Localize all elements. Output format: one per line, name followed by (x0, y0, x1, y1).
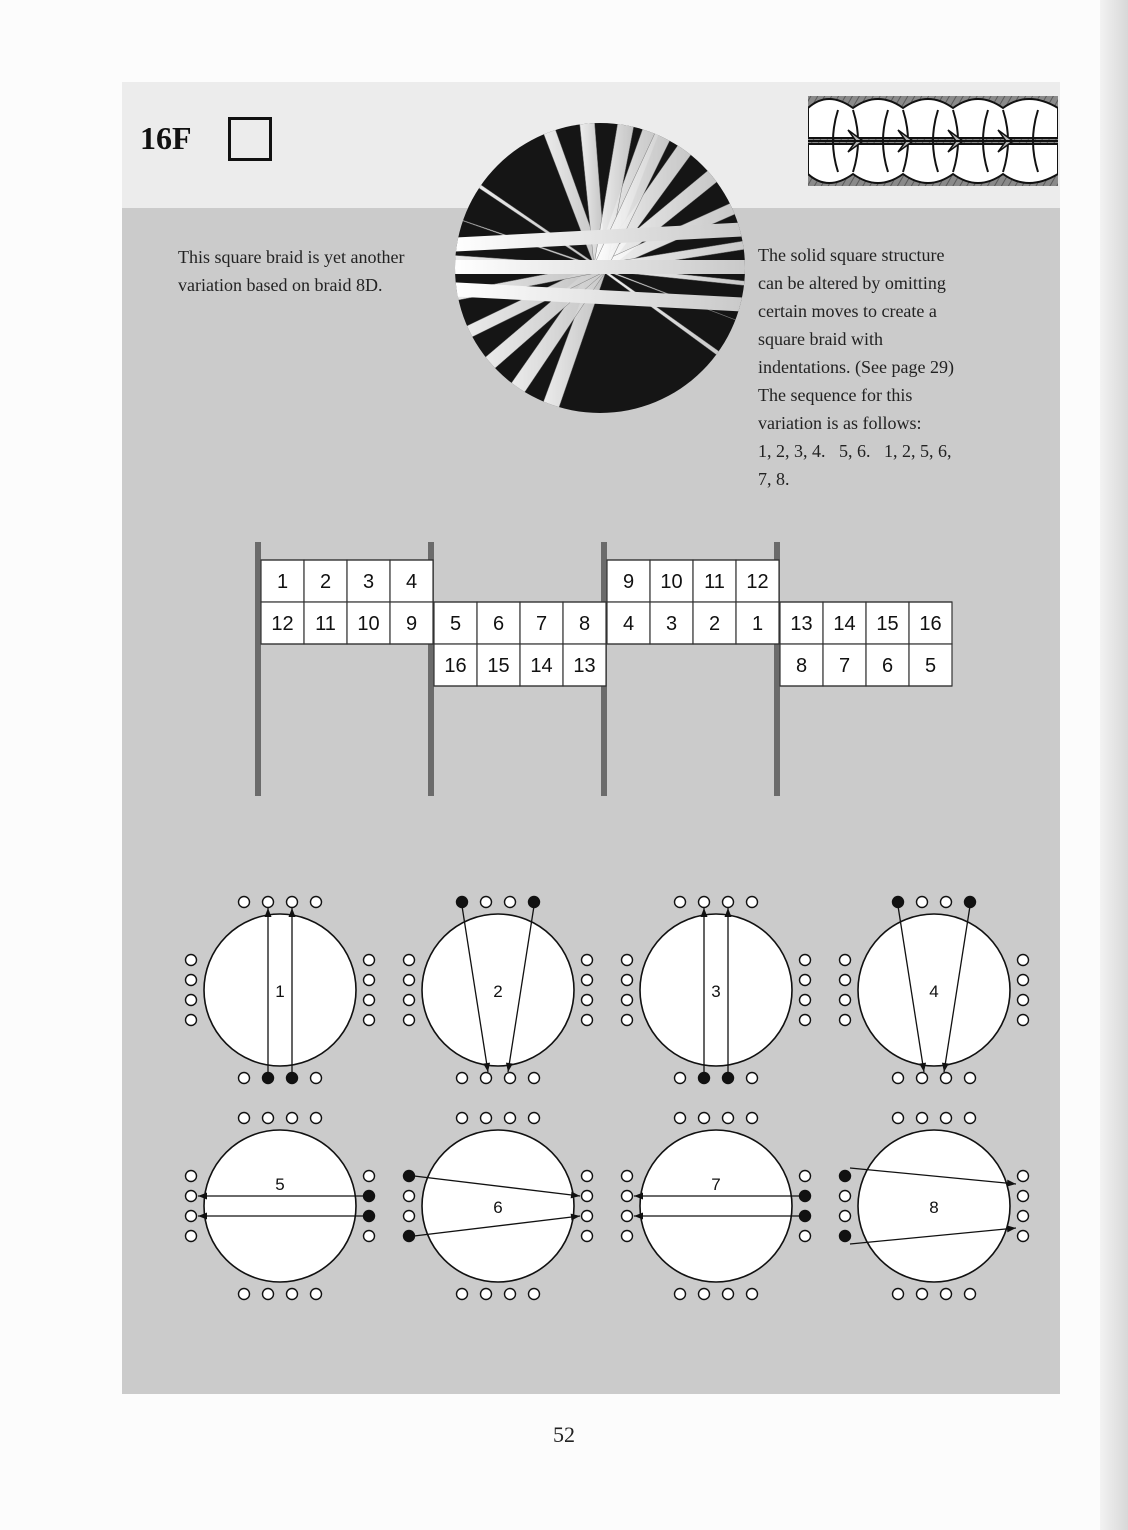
grid-panel (434, 602, 606, 686)
move-diagram (840, 1113, 1029, 1300)
arrow-head (701, 908, 708, 917)
bobbin-empty (675, 1113, 686, 1124)
bobbin-empty (622, 955, 633, 966)
move-diagram (186, 897, 375, 1084)
bobbin-empty (287, 897, 298, 908)
bobbin-filled (287, 1073, 298, 1084)
move-number: 1 (275, 982, 285, 1001)
bobbin-filled (800, 1211, 811, 1222)
arrow-head (506, 1063, 513, 1072)
bobbin-number: 13 (573, 655, 596, 677)
braiding-disc (640, 1130, 792, 1282)
bobbin-empty (675, 1289, 686, 1300)
bobbin-number: 10 (357, 613, 380, 635)
move-number: 5 (275, 1175, 285, 1194)
move-diagram (622, 1113, 811, 1300)
bobbin-empty (404, 975, 415, 986)
bobbin-number: 5 (924, 655, 937, 677)
bobbin-empty (186, 955, 197, 966)
bobbin-empty (723, 897, 734, 908)
bobbin-empty (1018, 1231, 1029, 1242)
bobbin-empty (263, 1113, 274, 1124)
bobbin-number: 15 (487, 655, 510, 677)
bobbin-empty (840, 1211, 851, 1222)
move-diagram (404, 897, 593, 1084)
bobbin-number: 8 (795, 655, 808, 677)
bobbin-empty (840, 995, 851, 1006)
bobbin-number: 16 (919, 613, 942, 635)
bobbin-empty (186, 1211, 197, 1222)
grid-panel (780, 602, 952, 686)
bobbin-empty (917, 1113, 928, 1124)
bobbin-filled (840, 1231, 851, 1242)
arrow-head (1007, 1180, 1016, 1187)
braid-photo-disc (452, 120, 748, 416)
bobbin-empty (622, 1171, 633, 1182)
text-line: can be altered by omitting (758, 273, 946, 293)
bobbin-empty (1018, 1171, 1029, 1182)
bobbin-empty (800, 1231, 811, 1242)
bobbin-empty (364, 1231, 375, 1242)
bobbin-number: 3 (362, 571, 375, 593)
bobbin-empty (481, 1113, 492, 1124)
bobbin-empty (404, 1191, 415, 1202)
move-number: 3 (711, 982, 721, 1001)
bobbin-empty (965, 1289, 976, 1300)
bobbin-empty (404, 1211, 415, 1222)
bobbin-empty (287, 1289, 298, 1300)
bobbin-empty (481, 897, 492, 908)
bobbin-number: 11 (315, 613, 336, 635)
bobbin-empty (582, 1231, 593, 1242)
bobbin-empty (311, 1113, 322, 1124)
bobbin-number: 12 (746, 571, 769, 593)
bobbin-number: 11 (704, 571, 725, 593)
bobbin-number: 7 (838, 655, 851, 677)
bobbin-filled (364, 1211, 375, 1222)
bobbin-empty (622, 1231, 633, 1242)
bobbin-filled (893, 897, 904, 908)
bobbin-number: 9 (622, 571, 635, 593)
bobbin-number: 16 (444, 655, 467, 677)
bobbin-empty (505, 1113, 516, 1124)
bobbin-empty (723, 1289, 734, 1300)
bobbin-empty (287, 1113, 298, 1124)
bobbin-empty (622, 1211, 633, 1222)
bobbin-filled (457, 897, 468, 908)
bobbin-empty (800, 955, 811, 966)
move-diagrams (170, 880, 1050, 1320)
bobbin-number: 2 (708, 613, 721, 635)
bobbin-empty (893, 1113, 904, 1124)
move-number: 8 (929, 1198, 939, 1217)
bobbin-number: 14 (530, 655, 553, 677)
bobbin-empty (364, 995, 375, 1006)
bobbin-empty (800, 1171, 811, 1182)
bobbin-empty (582, 1171, 593, 1182)
bobbin-empty (840, 1015, 851, 1026)
bobbin-empty (582, 1211, 593, 1222)
bobbin-empty (364, 955, 375, 966)
bobbin-filled (263, 1073, 274, 1084)
bobbin-empty (941, 897, 952, 908)
bobbin-empty (364, 1015, 375, 1026)
bobbin-empty (1018, 975, 1029, 986)
move-number: 4 (929, 982, 939, 1001)
bobbin-empty (917, 1073, 928, 1084)
bobbin-empty (917, 897, 928, 908)
bobbin-empty (263, 897, 274, 908)
bobbin-empty (622, 1015, 633, 1026)
bobbin-number: 1 (751, 613, 764, 635)
bobbin-empty (747, 1073, 758, 1084)
bobbin-empty (675, 1073, 686, 1084)
bobbin-filled (404, 1171, 415, 1182)
text-line: square braid with (758, 329, 883, 349)
bobbin-empty (239, 1289, 250, 1300)
bobbin-empty (529, 1289, 540, 1300)
bobbin-empty (917, 1289, 928, 1300)
bobbin-empty (941, 1073, 952, 1084)
braid-structure-illustration (808, 88, 1058, 194)
bobbin-empty (941, 1113, 952, 1124)
square-icon (228, 117, 272, 161)
bobbin-number: 4 (405, 571, 418, 593)
bobbin-empty (723, 1113, 734, 1124)
bobbin-empty (364, 975, 375, 986)
bobbin-empty (622, 975, 633, 986)
bobbin-empty (582, 975, 593, 986)
bobbin-number: 14 (833, 613, 856, 635)
bobbin-empty (965, 1113, 976, 1124)
bobbin-empty (800, 975, 811, 986)
bobbin-number: 7 (535, 613, 548, 635)
bobbin-position-grid (250, 540, 960, 802)
bobbin-empty (747, 897, 758, 908)
text-line: variation is as follows: (758, 413, 922, 433)
bobbin-empty (622, 995, 633, 1006)
bobbin-empty (941, 1289, 952, 1300)
bobbin-number: 1 (276, 571, 289, 593)
braiding-disc (204, 1130, 356, 1282)
bobbin-empty (1018, 995, 1029, 1006)
bobbin-empty (481, 1073, 492, 1084)
bobbin-number: 5 (449, 613, 462, 635)
bobbin-number: 9 (405, 613, 418, 635)
bobbin-empty (505, 1289, 516, 1300)
move-number: 6 (493, 1198, 503, 1217)
bobbin-empty (263, 1289, 274, 1300)
bobbin-empty (1018, 1191, 1029, 1202)
bobbin-empty (800, 1015, 811, 1026)
arrow-head (919, 1063, 926, 1072)
bobbin-empty (800, 995, 811, 1006)
bobbin-number: 12 (271, 613, 294, 635)
bobbin-empty (699, 1289, 710, 1300)
bobbin-number: 8 (578, 613, 591, 635)
arrow-head (289, 908, 296, 917)
move-number: 7 (711, 1175, 721, 1194)
bobbin-filled (404, 1231, 415, 1242)
arrow-head (634, 1193, 643, 1200)
move-diagram (186, 1113, 375, 1300)
bobbin-number: 4 (622, 613, 635, 635)
bobbin-empty (311, 1073, 322, 1084)
arrow-head (198, 1193, 207, 1200)
bobbin-empty (582, 995, 593, 1006)
grid-panel (607, 560, 779, 644)
arrow-head (942, 1063, 949, 1072)
bobbin-number: 6 (881, 655, 894, 677)
bobbin-number: 2 (319, 571, 332, 593)
arrow-head (571, 1191, 580, 1198)
bobbin-empty (893, 1073, 904, 1084)
bobbin-empty (622, 1191, 633, 1202)
bobbin-empty (965, 1073, 976, 1084)
braid-strand (452, 260, 748, 274)
bobbin-empty (239, 1073, 250, 1084)
bobbin-empty (747, 1113, 758, 1124)
bobbin-number: 6 (492, 613, 505, 635)
page-edge-shadow (1100, 0, 1128, 1530)
arrow-head (634, 1213, 643, 1220)
text-line: certain moves to create a (758, 301, 937, 321)
bobbin-filled (965, 897, 976, 908)
bobbin-filled (529, 897, 540, 908)
bobbin-empty (404, 955, 415, 966)
text-line: The solid square structure (758, 245, 945, 265)
grid-panel (261, 560, 433, 644)
bobbin-empty (1018, 1015, 1029, 1026)
bobbin-empty (311, 897, 322, 908)
bobbin-empty (699, 897, 710, 908)
bobbin-empty (699, 1113, 710, 1124)
bobbin-empty (529, 1113, 540, 1124)
bobbin-empty (186, 975, 197, 986)
bobbin-empty (529, 1073, 540, 1084)
bobbin-empty (186, 1191, 197, 1202)
bobbin-empty (582, 1015, 593, 1026)
bobbin-empty (239, 897, 250, 908)
bobbin-empty (457, 1289, 468, 1300)
bobbin-filled (364, 1191, 375, 1202)
bobbin-empty (582, 955, 593, 966)
bobbin-empty (747, 1289, 758, 1300)
arrow-head (725, 908, 732, 917)
arrow-head (265, 908, 272, 917)
bobbin-number: 10 (660, 571, 683, 593)
bobbin-number: 13 (790, 613, 813, 635)
bobbin-empty (675, 897, 686, 908)
bobbin-empty (505, 897, 516, 908)
intro-text: This square braid is yet another variation based on braid 8D. (178, 247, 405, 295)
bobbin-empty (505, 1073, 516, 1084)
bobbin-empty (404, 1015, 415, 1026)
text-line: 1, 2, 3, 4. 5, 6. 1, 2, 5, 6, (758, 441, 952, 461)
bobbin-empty (582, 1191, 593, 1202)
arrow-head (571, 1214, 580, 1221)
sequence-text (758, 241, 1028, 493)
bobbin-empty (186, 1231, 197, 1242)
bobbin-empty (364, 1171, 375, 1182)
page-number: 52 (553, 1422, 575, 1447)
move-diagram (622, 897, 811, 1084)
bobbin-empty (311, 1289, 322, 1300)
arrow-head (483, 1063, 490, 1072)
bobbin-empty (457, 1073, 468, 1084)
bobbin-empty (404, 995, 415, 1006)
bobbin-empty (893, 1289, 904, 1300)
arrow-head (198, 1213, 207, 1220)
bobbin-number: 3 (665, 613, 678, 635)
move-number: 2 (493, 982, 503, 1001)
bobbin-filled (840, 1171, 851, 1182)
text-line: indentations. (See page 29) (758, 357, 954, 377)
text-line: 7, 8. (758, 469, 790, 489)
bobbin-empty (840, 975, 851, 986)
bobbin-empty (481, 1289, 492, 1300)
bobbin-empty (1018, 1211, 1029, 1222)
bobbin-empty (457, 1113, 468, 1124)
bobbin-filled (723, 1073, 734, 1084)
bobbin-empty (1018, 955, 1029, 966)
bobbin-empty (239, 1113, 250, 1124)
bobbin-filled (800, 1191, 811, 1202)
arrow-head (1007, 1225, 1016, 1232)
bobbin-filled (699, 1073, 710, 1084)
bobbin-empty (840, 955, 851, 966)
bobbin-empty (840, 1191, 851, 1202)
bobbin-empty (186, 1171, 197, 1182)
bobbin-empty (186, 995, 197, 1006)
bobbin-number: 15 (876, 613, 899, 635)
text-line: The sequence for this (758, 385, 913, 405)
move-diagram (840, 897, 1029, 1084)
move-diagram (404, 1113, 593, 1300)
bobbin-empty (186, 1015, 197, 1026)
braid-code: 16F (140, 120, 192, 156)
divider-rod (255, 542, 261, 796)
